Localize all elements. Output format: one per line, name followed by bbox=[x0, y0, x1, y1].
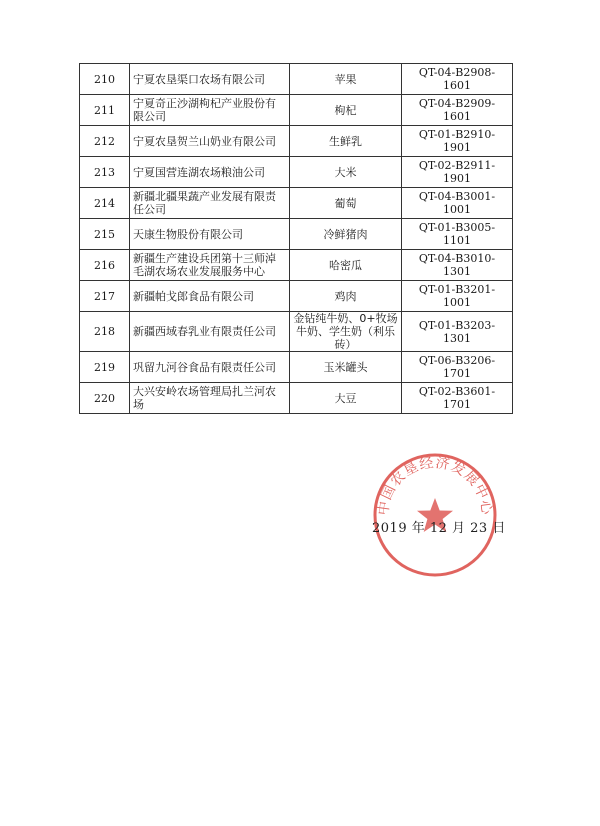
row-number-cell: 216 bbox=[80, 250, 130, 281]
product-name-cell: 苹果 bbox=[290, 64, 402, 95]
product-name-cell: 枸杞 bbox=[290, 95, 402, 126]
table-row bbox=[80, 95, 513, 126]
company-name-cell: 新疆西域春乳业有限责任公司 bbox=[130, 312, 290, 352]
product-name-cell: 生鲜乳 bbox=[290, 126, 402, 157]
certificate-code-cell: QT-04-B2908-1601 bbox=[402, 64, 513, 95]
table-row bbox=[80, 281, 513, 312]
row-number-cell: 218 bbox=[80, 312, 130, 352]
official-seal bbox=[370, 450, 500, 580]
product-name-cell: 葡萄 bbox=[290, 188, 402, 219]
row-number-cell: 211 bbox=[80, 95, 130, 126]
product-name-cell: 金钻纯牛奶、0+牧场牛奶、学生奶（利乐砖） bbox=[290, 312, 402, 352]
table-row bbox=[80, 188, 513, 219]
company-name-cell: 大兴安岭农场管理局扎兰河农场 bbox=[130, 383, 290, 414]
product-name-cell: 大米 bbox=[290, 157, 402, 188]
company-name-cell: 新疆帕戈郎食品有限公司 bbox=[130, 281, 290, 312]
product-name-cell: 冷鲜猪肉 bbox=[290, 219, 402, 250]
table-row bbox=[80, 219, 513, 250]
table-row bbox=[80, 64, 513, 95]
row-number-cell: 219 bbox=[80, 352, 130, 383]
row-number-cell: 213 bbox=[80, 157, 130, 188]
row-number-cell: 214 bbox=[80, 188, 130, 219]
certificate-code-cell: QT-02-B2911-1901 bbox=[402, 157, 513, 188]
seal-text: 中国农垦经济发展中心 bbox=[375, 454, 495, 517]
certificate-code-cell: QT-04-B2909-1601 bbox=[402, 95, 513, 126]
company-name-cell: 巩留九河谷食品有限责任公司 bbox=[130, 352, 290, 383]
product-name-cell: 玉米罐头 bbox=[290, 352, 402, 383]
company-name-cell: 宁夏农垦贺兰山奶业有限公司 bbox=[130, 126, 290, 157]
certificate-code-cell: QT-04-B3001-1001 bbox=[402, 188, 513, 219]
table-row bbox=[80, 157, 513, 188]
company-name-cell: 宁夏农垦渠口农场有限公司 bbox=[130, 64, 290, 95]
row-number-cell: 212 bbox=[80, 126, 130, 157]
certificate-code-cell: QT-01-B3005-1101 bbox=[402, 219, 513, 250]
certificate-code-cell: QT-01-B3201-1001 bbox=[402, 281, 513, 312]
company-name-cell: 宁夏国营连湖农场粮油公司 bbox=[130, 157, 290, 188]
company-name-cell: 新疆生产建设兵团第十三师淖毛湖农场农业发展服务中心 bbox=[130, 250, 290, 281]
table-row bbox=[80, 250, 513, 281]
table-row bbox=[80, 312, 513, 352]
company-name-cell: 宁夏奇正沙湖枸杞产业股份有限公司 bbox=[130, 95, 290, 126]
certificate-code-cell: QT-02-B3601-1701 bbox=[402, 383, 513, 414]
company-name-cell: 天康生物股份有限公司 bbox=[130, 219, 290, 250]
row-number-cell: 217 bbox=[80, 281, 130, 312]
row-number-cell: 220 bbox=[80, 383, 130, 414]
row-number-cell: 210 bbox=[80, 64, 130, 95]
issue-date: 2019 年 12 月 23 日 bbox=[372, 521, 506, 536]
table-row bbox=[80, 126, 513, 157]
certificate-code-cell: QT-01-B2910-1901 bbox=[402, 126, 513, 157]
product-name-cell: 哈密瓜 bbox=[290, 250, 402, 281]
table-row bbox=[80, 383, 513, 414]
table-row bbox=[80, 352, 513, 383]
company-name-cell: 新疆北疆果蔬产业发展有限责任公司 bbox=[130, 188, 290, 219]
product-name-cell: 大豆 bbox=[290, 383, 402, 414]
certification-table bbox=[79, 63, 513, 414]
row-number-cell: 215 bbox=[80, 219, 130, 250]
certificate-code-cell: QT-06-B3206-1701 bbox=[402, 352, 513, 383]
certificate-code-cell: QT-01-B3203-1301 bbox=[402, 312, 513, 352]
certificate-code-cell: QT-04-B3010-1301 bbox=[402, 250, 513, 281]
product-name-cell: 鸡肉 bbox=[290, 281, 402, 312]
table-body bbox=[80, 64, 513, 414]
